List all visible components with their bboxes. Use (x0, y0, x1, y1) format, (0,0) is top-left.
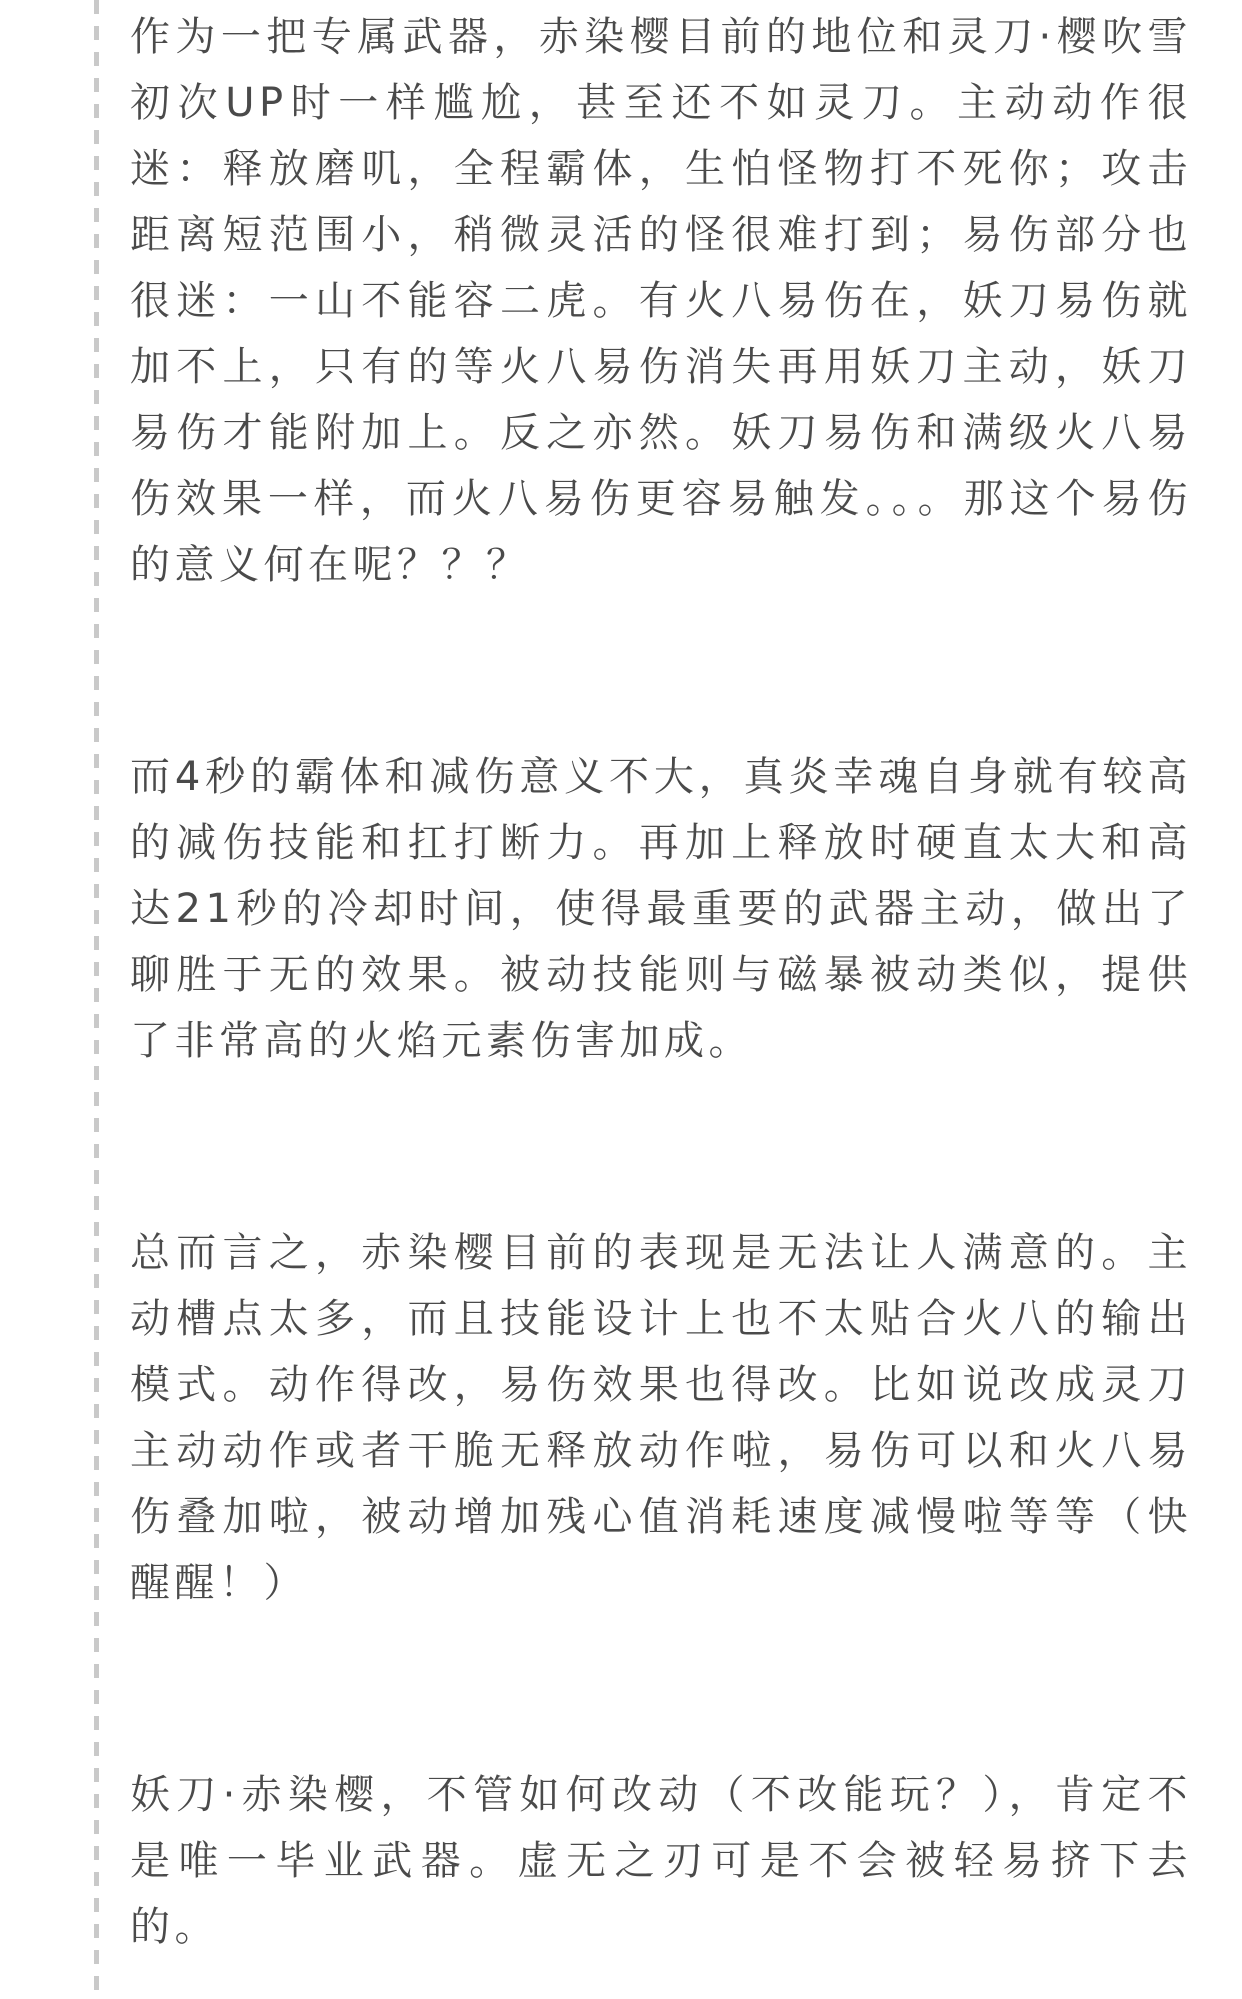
paragraph-spacer (130, 1616, 1192, 1762)
paragraph-spacer (130, 598, 1192, 744)
paragraph-4: 妖刀·赤染樱，不管如何改动（不改能玩？），肯定不是唯一毕业武器。虚无之刃可是不会被轻易挤下去的。 (130, 1772, 1192, 1950)
paragraph-3: 总而言之，赤染樱目前的表现是无法让人满意的。主动槽点太多，而且技能设计上也不太贴合火八的输出模式。动作得改，易伤效果也得改。比如说改成灵刀主动动作或者干脆无释放动作啦，易伤可以和火八易伤叠加啦，被动增加残心值消耗速度减慢啦等等（快醒醒！） (130, 1230, 1192, 1606)
paragraph-spacer (130, 1074, 1192, 1220)
quote-border (94, 0, 99, 1999)
article-body (130, 4, 1192, 1960)
paragraph-1: 作为一把专属武器，赤染樱目前的地位和灵刀·樱吹雪初次UP时一样尴尬，甚至还不如灵刀。主动动作很迷：释放磨叽，全程霸体，生怕怪物打不死你；攻击距离短范围小，稍微灵活的怪很难打到；易伤部分也很迷：一山不能容二虎。有火八易伤在，妖刀易伤就加不上，只有的等火八易伤消失再用妖刀主动，妖刀易伤才能附加上。反之亦然。妖刀易伤和满级火八易伤效果一样，而火八易伤更容易触发。。。那这个易伤的意义何在呢？？？ (130, 14, 1192, 588)
paragraph-2: 而4秒的霸体和减伤意义不大，真炎幸魂自身就有较高的减伤技能和扛打断力。再加上释放时硬直太大和高达21秒的冷却时间，使得最重要的武器主动，做出了聊胜于无的效果。被动技能则与磁暴被动类似，提供了非常高的火焰元素伤害加成。 (130, 754, 1192, 1064)
